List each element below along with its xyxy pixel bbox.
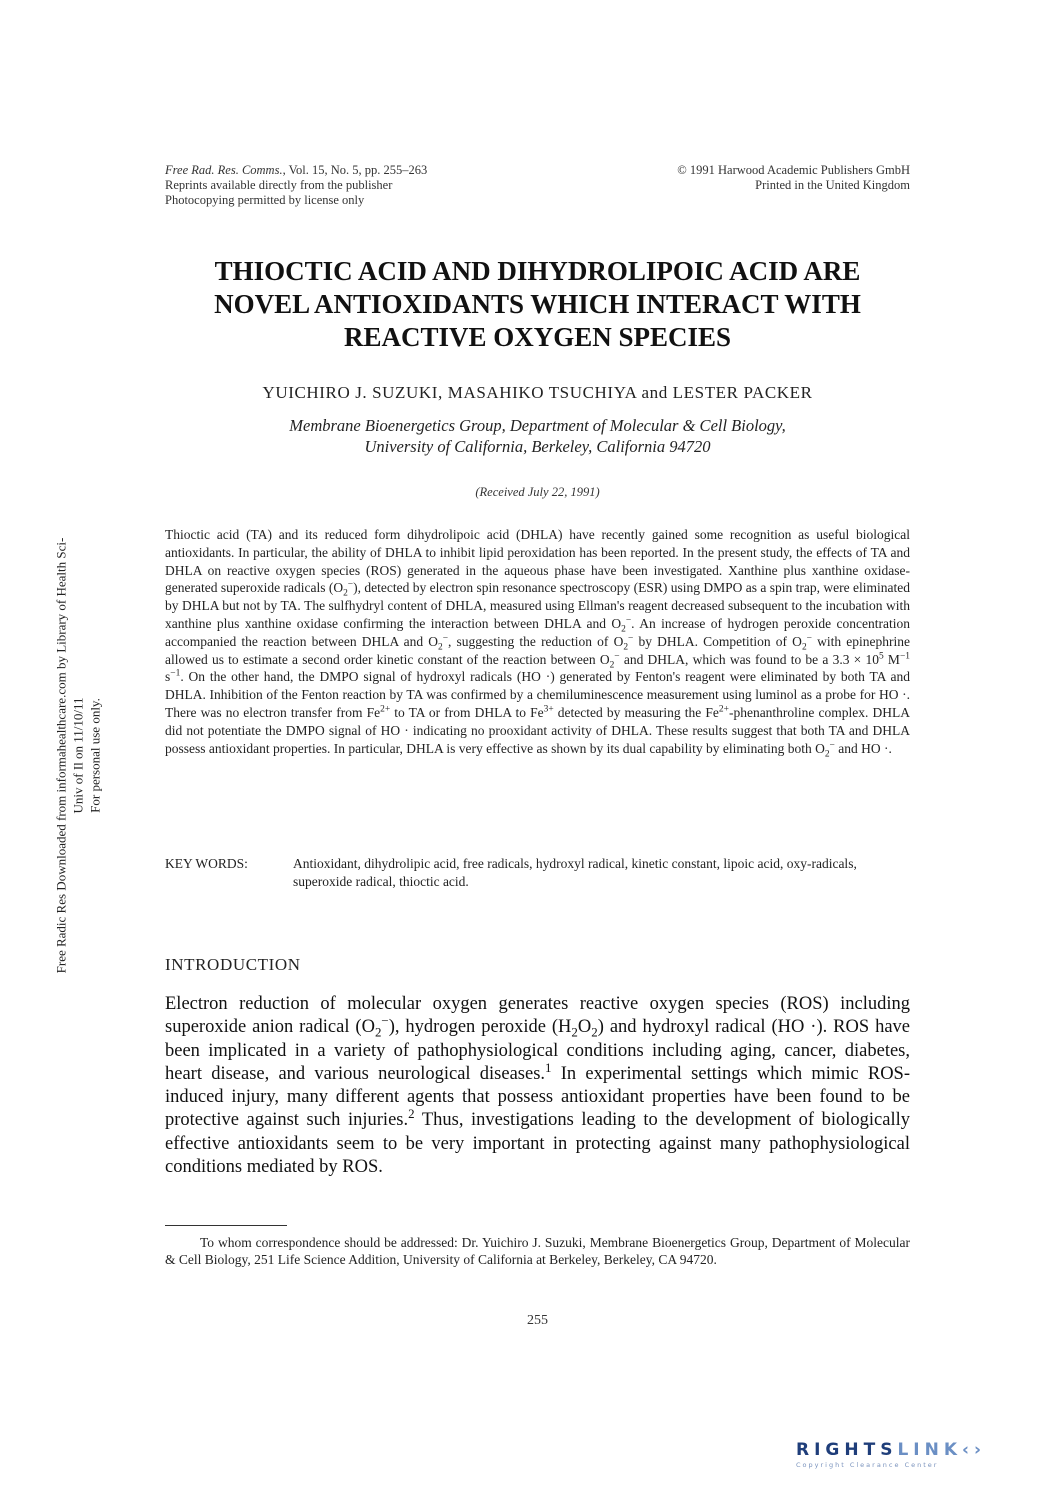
abstract-sub: 2 <box>609 660 615 671</box>
abstract-sup: 5 <box>879 651 884 662</box>
abstract-sup: 3+ <box>543 704 554 715</box>
affiliation-line-1: Membrane Bioenergetics Group, Department of Molecular & Cell Biology, <box>289 416 786 435</box>
journal-header-left <box>165 163 427 208</box>
intro-sup: − <box>381 1013 389 1029</box>
intro-text: O <box>577 1017 592 1038</box>
key-words-label: KEY WORDS: <box>165 856 248 871</box>
rightslink-wordmark <box>796 1440 1026 1460</box>
journal-name: Free Rad. Res. Comms. <box>165 163 283 177</box>
introduction-heading: INTRODUCTION <box>165 955 301 974</box>
correspondence-footnote: To whom correspondence should be addressed: Dr. Yuichiro J. Suzuki, Membrane Bioenergetics Group, Department of Molecular & Cell Biology, 251 Life Science Addition, University of California at Berkeley, Berkeley, CA 94720. <box>165 1235 910 1267</box>
page-number: 255 <box>527 1313 548 1328</box>
intro-sub: 2 <box>591 1024 598 1040</box>
rightslink-logo[interactable] <box>796 1440 1026 1476</box>
abstract-sup: −1 <box>170 668 181 679</box>
abstract-sup: − <box>829 740 835 751</box>
abstract-text: with epinephrine allowed us to estimate a second order kinetic constant of the reaction between O <box>165 633 910 667</box>
abstract-sub: 2 <box>621 624 626 635</box>
download-watermark <box>53 536 104 976</box>
rightslink-arrows-icon: ‹› <box>962 1440 987 1460</box>
abstract-sub: 2 <box>801 642 807 653</box>
abstract-sup: −1 <box>899 651 910 662</box>
abstract-sub: 2 <box>623 642 629 653</box>
abstract-sup: − <box>628 633 634 644</box>
reprints-note: Reprints available directly from the publisher <box>165 178 393 192</box>
intro-text: Thus, investigations leading to the development of biologically effective antioxidants seem to be very important in protecting against many pathophysiological conditions mediated by ROS. <box>165 1110 910 1178</box>
rightslink-light: LINK <box>897 1440 962 1460</box>
abstract-text: Thioctic acid (TA) and its reduced form dihydrolipoic acid (DHLA) have recently gained some recognition as useful biological antioxidants. In particular, the ability of DHLA to inhibit lipid peroxidation has been reported. In the present study, the effects of TA and DHLA on reactive oxygen species (ROS) generated in the aqueous phase have been investigated. Xanthine plus xanthine oxidase-generated superoxide radicals (O <box>165 527 910 596</box>
intro-sub: 2 <box>571 1024 578 1040</box>
download-watermark-line1: Free Radic Res Downloaded from informahealthcare.com by Library of Health Sci-Univ of Il on 11/10/11 <box>53 537 86 974</box>
abstract-text: . On the other hand, the DMPO signal of hydroxyl radicals (HO ·) generated by Fenton's reagent were eliminated by both TA and DHLA. Inhibition of the Fenton reaction by TA was confirmed by a chemiluminescence measurement using luminol as a probe for HO ·. There was no electron transfer from Fe <box>165 669 910 720</box>
download-watermark-line2: For personal use only. <box>87 698 103 813</box>
article-title <box>150 255 925 354</box>
introduction-paragraph <box>165 993 910 1179</box>
abstract-sup: − <box>614 651 620 662</box>
intro-text: In experimental settings which mimic ROS-induced injury, many different agents that possess antioxidant properties have been found to be protective against such injuries. <box>165 1063 911 1131</box>
title-line-2: NOVEL ANTIOXIDANTS WHICH INTERACT WITH <box>214 289 861 319</box>
intro-text: ) and hydroxyl radical (HO ·). ROS have been implicated in a variety of pathophysiological conditions including aging, cancer, diabetes, heart disease, and various neurological diseases. <box>165 1017 911 1084</box>
intro-text: Electron reduction of molecular oxygen generates reactive oxygen species (ROS) including superoxide anion radical (O <box>165 994 910 1038</box>
abstract-text: , suggesting the reduction of O <box>448 633 624 649</box>
key-words <box>165 855 910 891</box>
journal-citation <box>165 163 427 178</box>
author-list: YUICHIRO J. SUZUKI, MASAHIKO TSUCHIYA and LESTER PACKER <box>262 383 813 402</box>
abstract-sup: 2+ <box>718 704 729 715</box>
abstract-text: -phenanthroline complex. DHLA did not potentiate the DMPO signal of HO · indicating no prooxidant activity of DHLA. These results suggest that both TA and DHLA possess antioxidant properties. In particular, DHLA is very effective as shown by its dual capability by eliminating both O <box>165 704 911 756</box>
abstract-sup: − <box>625 615 632 626</box>
title-line-3: REACTIVE OXYGEN SPECIES <box>343 322 732 352</box>
reference-2[interactable]: 2 <box>408 1106 415 1122</box>
abstract-text: ), detected by electron spin resonance spectroscopy (ESR) using DMPO as a spin trap, were eliminated by DHLA but not by TA. The sulfhydryl content of DHLA, measured using Ellman's reagent decreased subsequent to the incubation with xanthine plus xanthine oxidase confirming the interaction between DHLA and O <box>165 580 910 631</box>
rightslink-dark: RIGHTS <box>796 1440 898 1460</box>
abstract-sup: 2+ <box>380 704 391 715</box>
intro-sub: 2 <box>374 1024 382 1040</box>
rightslink-tagline: Copyright Clearance Center <box>796 1461 939 1469</box>
abstract <box>165 526 911 760</box>
photocopy-note: Photocopying permitted by license only <box>165 193 365 207</box>
printed-in-line: Printed in the United Kingdom <box>755 178 910 192</box>
footnote-rule <box>165 1225 287 1226</box>
intro-text: ), hydrogen peroxide (H <box>388 1017 572 1038</box>
abstract-text: s <box>165 669 171 685</box>
abstract-text: detected by measuring the Fe <box>553 704 719 720</box>
abstract-text: and HO ·. <box>834 740 892 756</box>
abstract-sup: − <box>442 633 449 644</box>
journal-volume: , Vol. 15, No. 5, pp. 255–263 <box>282 163 428 177</box>
received-date: (Received July 22, 1991) <box>475 485 600 499</box>
reference-1[interactable]: 1 <box>545 1059 552 1075</box>
abstract-text: and DHLA, which was found to be a 3.3 × 10 <box>619 651 879 667</box>
abstract-text: to TA or from DHLA to Fe <box>390 704 544 720</box>
abstract-text: M <box>883 651 900 667</box>
abstract-sub: 2 <box>343 589 348 600</box>
affiliation <box>150 415 925 457</box>
abstract-text: by DHLA. Competition of O <box>633 633 802 649</box>
key-words-text: Antioxidant, dihydrolipic acid, free radicals, hydroxyl radical, kinetic constant, lipoic acid, oxy-radicals, superoxide radical, thioctic acid. <box>293 856 857 889</box>
abstract-sup: − <box>347 579 354 590</box>
abstract-sub: 2 <box>824 749 830 760</box>
copyright-line: © 1991 Harwood Academic Publishers GmbH <box>677 163 910 177</box>
journal-header-right <box>677 163 910 193</box>
title-line-1: THIOCTIC ACID AND DIHYDROLIPOIC ACID ARE <box>214 256 861 286</box>
abstract-sup: − <box>806 633 812 644</box>
affiliation-line-2: University of California, Berkeley, California 94720 <box>364 437 711 456</box>
abstract-text: . An increase of hydrogen peroxide concentration accompanied the reaction between DHLA and O <box>165 615 910 649</box>
abstract-sub: 2 <box>437 642 443 653</box>
